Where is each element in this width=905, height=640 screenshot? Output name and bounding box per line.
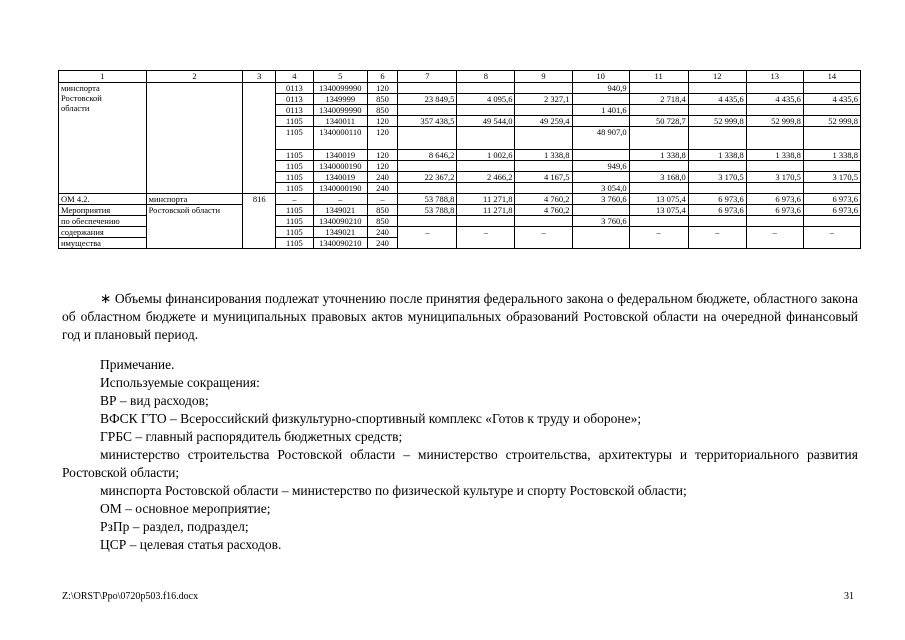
note-item: ОМ – основное мероприятие; bbox=[100, 501, 271, 516]
table-cell: – bbox=[746, 227, 803, 249]
table-cell: 49 544,0 bbox=[457, 116, 515, 127]
table-cell bbox=[572, 116, 629, 127]
table-cell: 23 849,5 bbox=[398, 94, 457, 105]
column-header: 14 bbox=[803, 71, 860, 83]
table-cell: 0113 bbox=[276, 105, 314, 116]
note-item: министерство строительства Ростовской области – министерство строительства, архитектуры и территориального развития Ростовской области; bbox=[62, 447, 858, 480]
note-item: РзПр – раздел, подраздел; bbox=[100, 519, 249, 534]
table-cell: 1105 bbox=[276, 205, 314, 216]
table-cell: 816 bbox=[243, 194, 276, 249]
note-item: ГРБС – главный распорядитель бюджетных средств; bbox=[100, 429, 403, 444]
table-header-row bbox=[59, 71, 861, 83]
table-cell: – bbox=[688, 227, 746, 249]
table-cell: 3 170,5 bbox=[803, 172, 860, 183]
table-cell: 1105 bbox=[276, 127, 314, 150]
table-cell bbox=[457, 105, 515, 116]
table-cell bbox=[629, 183, 688, 194]
table-cell bbox=[629, 161, 688, 172]
table-cell: 4 760,2 bbox=[515, 194, 572, 205]
table-cell: 1340099990 bbox=[313, 83, 367, 94]
table-cell: 357 438,5 bbox=[398, 116, 457, 127]
table-cell: 2 327,1 bbox=[515, 94, 572, 105]
page-number: 31 bbox=[844, 591, 854, 602]
table-cell bbox=[146, 83, 243, 194]
table-cell: 1105 bbox=[276, 238, 314, 249]
table-cell bbox=[572, 227, 629, 249]
column-header: 10 bbox=[572, 71, 629, 83]
table-cell: – bbox=[457, 227, 515, 249]
table-cell: 3 168,0 bbox=[629, 172, 688, 183]
table-cell: 1 338,8 bbox=[746, 150, 803, 161]
table-cell bbox=[398, 127, 457, 150]
table-cell: 0113 bbox=[276, 83, 314, 94]
note-item: ЦСР – целевая статья расходов. bbox=[100, 537, 282, 552]
table-cell bbox=[629, 105, 688, 116]
table-cell: содержания bbox=[59, 227, 147, 238]
column-header: 7 bbox=[398, 71, 457, 83]
table-cell: 1340000190 bbox=[313, 161, 367, 172]
table-cell: ОМ 4.2. bbox=[59, 194, 147, 205]
column-header: 8 bbox=[457, 71, 515, 83]
table-cell bbox=[59, 83, 147, 194]
table-cell: 1105 bbox=[276, 116, 314, 127]
table-cell: 1340090210 bbox=[313, 238, 367, 249]
table-cell bbox=[398, 161, 457, 172]
table-cell: 240 bbox=[367, 172, 398, 183]
table-cell bbox=[803, 127, 860, 150]
table-cell: 1 338,8 bbox=[515, 150, 572, 161]
table-cell: 1 338,8 bbox=[629, 150, 688, 161]
table-cell: 48 907,0 bbox=[572, 127, 629, 150]
table-cell bbox=[457, 161, 515, 172]
table-cell: – bbox=[629, 227, 688, 249]
table-cell: 850 bbox=[367, 94, 398, 105]
table-cell: – bbox=[367, 194, 398, 205]
table-cell: 6 973,6 bbox=[803, 194, 860, 205]
table-cell: 120 bbox=[367, 161, 398, 172]
table-cell bbox=[515, 216, 572, 227]
notes-abbrev-title: Используемые сокращения: bbox=[100, 375, 260, 390]
table-cell: 6 973,6 bbox=[688, 194, 746, 205]
table-cell: 4 435,6 bbox=[803, 94, 860, 105]
table-cell bbox=[688, 161, 746, 172]
table-cell: 0113 bbox=[276, 94, 314, 105]
table-cell bbox=[688, 183, 746, 194]
table-cell: 6 973,6 bbox=[746, 194, 803, 205]
table-cell: 1 401,6 bbox=[572, 105, 629, 116]
table-cell: 3 760,6 bbox=[572, 216, 629, 227]
table-cell bbox=[457, 127, 515, 150]
table-cell: 850 bbox=[367, 216, 398, 227]
table-cell bbox=[515, 83, 572, 94]
table-cell: 1 002,6 bbox=[457, 150, 515, 161]
table-cell: 50 728,7 bbox=[629, 116, 688, 127]
table-cell: – bbox=[276, 194, 314, 205]
table-cell: 4 435,6 bbox=[746, 94, 803, 105]
table-cell: 1349021 bbox=[313, 227, 367, 238]
table-body bbox=[59, 83, 861, 249]
table-cell: 120 bbox=[367, 127, 398, 150]
column-header: 3 bbox=[243, 71, 276, 83]
table-cell: 1 338,8 bbox=[688, 150, 746, 161]
table-cell: 22 367,2 bbox=[398, 172, 457, 183]
table-cell bbox=[457, 183, 515, 194]
table-cell bbox=[803, 183, 860, 194]
table-cell: 3 170,5 bbox=[746, 172, 803, 183]
table-cell: 240 bbox=[367, 183, 398, 194]
table-cell bbox=[572, 205, 629, 216]
table-cell bbox=[746, 216, 803, 227]
table-row bbox=[59, 83, 861, 94]
table-cell: 8 646,2 bbox=[398, 150, 457, 161]
table-cell: 1 338,8 bbox=[803, 150, 860, 161]
budget-table bbox=[58, 70, 861, 249]
table-cell bbox=[243, 83, 276, 194]
table-cell: 1105 bbox=[276, 227, 314, 238]
table-cell: 120 bbox=[367, 150, 398, 161]
table-cell: 1349999 bbox=[313, 94, 367, 105]
table-cell: 52 999,8 bbox=[803, 116, 860, 127]
table-cell: минспорта bbox=[146, 194, 243, 205]
table-cell: 850 bbox=[367, 105, 398, 116]
table-cell: 1340019 bbox=[313, 150, 367, 161]
table-cell bbox=[746, 105, 803, 116]
table-cell: 3 170,5 bbox=[688, 172, 746, 183]
table-cell: 1340000110 bbox=[313, 127, 367, 150]
column-header: 9 bbox=[515, 71, 572, 83]
table-cell bbox=[688, 127, 746, 150]
table-cell bbox=[457, 83, 515, 94]
row-label-line: Ростовской bbox=[61, 93, 102, 103]
table-cell: 13 075,4 bbox=[629, 205, 688, 216]
table-cell: 1349021 bbox=[313, 205, 367, 216]
table-cell: 11 271,8 bbox=[457, 194, 515, 205]
table-cell bbox=[629, 83, 688, 94]
table-cell bbox=[746, 161, 803, 172]
table-cell: 53 788,8 bbox=[398, 205, 457, 216]
row-label-line: минспорта bbox=[61, 83, 100, 93]
table-cell bbox=[629, 216, 688, 227]
table-cell: – bbox=[313, 194, 367, 205]
table-cell bbox=[398, 105, 457, 116]
table-cell bbox=[515, 127, 572, 150]
table-cell: 1105 bbox=[276, 150, 314, 161]
table-cell: 52 999,8 bbox=[688, 116, 746, 127]
table-cell: 2 718,4 bbox=[629, 94, 688, 105]
notes-section bbox=[62, 356, 858, 554]
table-cell: 1340090210 bbox=[313, 216, 367, 227]
row-label-line: области bbox=[61, 103, 90, 113]
table-cell: имущества bbox=[59, 238, 147, 249]
column-header: 12 bbox=[688, 71, 746, 83]
column-header: 4 bbox=[276, 71, 314, 83]
table-cell bbox=[398, 183, 457, 194]
table-cell bbox=[803, 83, 860, 94]
table-cell: по обеспечению bbox=[59, 216, 147, 227]
table-cell bbox=[398, 216, 457, 227]
table-cell bbox=[746, 127, 803, 150]
table-cell: 3 760,6 bbox=[572, 194, 629, 205]
note-item: минспорта Ростовской области – министерство по физической культуре и спорту Ростовской области; bbox=[100, 483, 687, 498]
table-cell: 1340099990 bbox=[313, 105, 367, 116]
column-header: 1 bbox=[59, 71, 147, 83]
table-cell: 13 075,4 bbox=[629, 194, 688, 205]
table-cell bbox=[803, 216, 860, 227]
column-header: 13 bbox=[746, 71, 803, 83]
table-cell bbox=[398, 83, 457, 94]
table-cell bbox=[629, 127, 688, 150]
table-cell: Ростовской области bbox=[146, 205, 243, 249]
table-cell bbox=[803, 105, 860, 116]
table-cell: – bbox=[515, 227, 572, 249]
column-header: 5 bbox=[313, 71, 367, 83]
footer-file-path: Z:\ORST\Ppo\0720p503.f16.docx bbox=[62, 591, 199, 602]
table-cell bbox=[515, 161, 572, 172]
financing-footnote: ∗ Объемы финансирования подлежат уточнению после принятия федерального закона о федеральном бюджете, областного закона об областном бюджете и муниципальных правовых актов муниципальных образований Ростовской области на очередной финансовый год и плановый период. bbox=[62, 291, 858, 342]
table-cell: 4 760,2 bbox=[515, 205, 572, 216]
table-cell: 11 271,8 bbox=[457, 205, 515, 216]
table-cell: 6 973,6 bbox=[688, 205, 746, 216]
table-cell: 4 167,5 bbox=[515, 172, 572, 183]
table-row bbox=[59, 205, 861, 216]
table-cell: 240 bbox=[367, 227, 398, 238]
column-header: 2 bbox=[146, 71, 243, 83]
table-cell: 120 bbox=[367, 116, 398, 127]
table-cell: 949,6 bbox=[572, 161, 629, 172]
table-cell: Мероприятия bbox=[59, 205, 147, 216]
table-cell: 1340011 bbox=[313, 116, 367, 127]
table-cell: 3 054,0 bbox=[572, 183, 629, 194]
column-header: 6 bbox=[367, 71, 398, 83]
table-cell bbox=[688, 83, 746, 94]
table-cell: 49 259,4 bbox=[515, 116, 572, 127]
table-cell bbox=[803, 161, 860, 172]
table-cell bbox=[688, 105, 746, 116]
table-cell: 120 bbox=[367, 83, 398, 94]
table-row bbox=[59, 194, 861, 205]
notes-heading: Примечание. bbox=[100, 357, 175, 372]
table-cell: 240 bbox=[367, 238, 398, 249]
table-cell: 4 435,6 bbox=[688, 94, 746, 105]
table-cell bbox=[746, 183, 803, 194]
table-cell: 1340019 bbox=[313, 172, 367, 183]
table-cell bbox=[688, 216, 746, 227]
table-cell bbox=[515, 183, 572, 194]
table-cell bbox=[572, 172, 629, 183]
table-cell: 1105 bbox=[276, 183, 314, 194]
table-cell: 52 999,8 bbox=[746, 116, 803, 127]
table-cell: 1105 bbox=[276, 161, 314, 172]
table-cell bbox=[515, 105, 572, 116]
table-cell: 6 973,6 bbox=[746, 205, 803, 216]
table-cell bbox=[572, 94, 629, 105]
table-cell: – bbox=[398, 227, 457, 249]
table-cell bbox=[572, 150, 629, 161]
table-cell: – bbox=[803, 227, 860, 249]
table-cell: 850 bbox=[367, 205, 398, 216]
table-cell bbox=[746, 83, 803, 94]
table-cell: 940,9 bbox=[572, 83, 629, 94]
table-cell: 1105 bbox=[276, 216, 314, 227]
table-cell: 6 973,6 bbox=[803, 205, 860, 216]
column-header: 11 bbox=[629, 71, 688, 83]
note-item: ВФСК ГТО – Всероссийский физкультурно-спортивный комплекс «Готов к труду и обороне»; bbox=[100, 411, 642, 426]
table-cell: 4 095,6 bbox=[457, 94, 515, 105]
table-cell bbox=[457, 216, 515, 227]
table-cell: 1340000190 bbox=[313, 183, 367, 194]
table-cell: 1105 bbox=[276, 172, 314, 183]
note-item: ВР – вид расходов; bbox=[100, 393, 209, 408]
table-cell: 2 466,2 bbox=[457, 172, 515, 183]
table-cell: 53 788,8 bbox=[398, 194, 457, 205]
